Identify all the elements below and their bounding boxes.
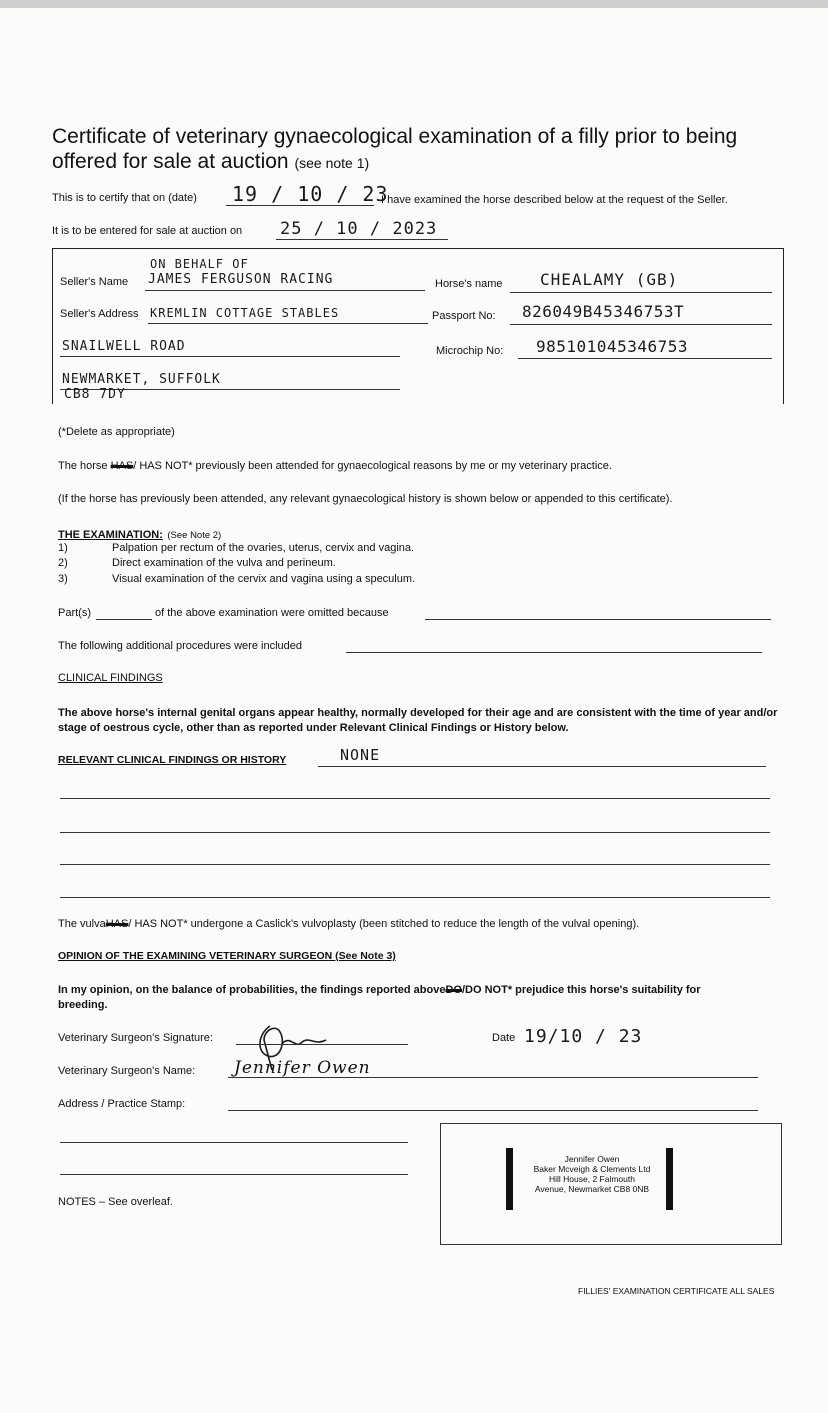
title-note: (see note 1) (294, 155, 370, 171)
omitted-reason-line (425, 619, 771, 620)
attended-rest: / HAS NOT* previously been attended for gynaecological reasons by me or my veterinary practice. (133, 460, 612, 472)
notes-text: NOTES – See overleaf. (58, 1196, 173, 1208)
address-stamp-line (228, 1110, 758, 1111)
auction-date: 25 / 10 / 2023 (280, 219, 438, 239)
delete-note: (*Delete as appropriate) (58, 426, 175, 438)
microchip-label: Microchip No: (436, 345, 504, 357)
relevant-findings-line (318, 766, 766, 767)
seller-address-line2: SNAILWELL ROAD (62, 339, 186, 354)
findings-rule-3 (60, 864, 770, 865)
opinion-line2: breeding. (58, 999, 108, 1011)
seller-address-line1: KREMLIN COTTAGE STABLES (150, 306, 340, 320)
horse-name-label: Horse's name (435, 278, 503, 290)
passport-value: 826049B45346753T (522, 302, 685, 321)
signature-line (236, 1044, 408, 1045)
exam-date: 19 / 10 / 23 (232, 182, 389, 206)
vulva-prefix: The vulva (58, 918, 106, 930)
examination-heading-text: THE EXAMINATION: (58, 529, 163, 541)
stamp-line-3: Hill House, 2 Falmouth (549, 1174, 635, 1184)
opinion-struck: DO (445, 984, 462, 996)
certificate-title (52, 124, 792, 176)
stamp-bar-right (666, 1148, 673, 1210)
seller-name-value: JAMES FERGUSON RACING (148, 272, 334, 287)
findings-rule-4 (60, 897, 770, 898)
additional-procedures: The following additional procedures were included (58, 640, 302, 652)
stamp-text (518, 1154, 666, 1194)
title-main: Certificate of veterinary gynaecological examination of a filly prior to being offered for sale at auction (52, 125, 738, 173)
history-note: (If the horse has previously been attended, any relevant gynaecological history is shown below or appended to this certificate). (58, 493, 673, 505)
stamp-line-2: Baker Mcveigh & Clements Ltd (533, 1164, 651, 1174)
clinical-findings-text: The above horse's internal genital organs appear healthy, normally developed for their age and are consistent with the time of year and/or stage of oestrous cycle, other than as reported under Relevant Clinical Findings or History below. (58, 707, 778, 734)
seller-name-line1: ON BEHALF OF (150, 257, 249, 271)
findings-rule-1 (60, 798, 770, 799)
seller-address-line (148, 323, 428, 324)
seller-address-label: Seller's Address (60, 308, 139, 320)
vet-name-label: Veterinary Surgeon's Name: (58, 1065, 196, 1077)
horse-name-line (510, 292, 772, 293)
seller-name-line (145, 290, 425, 291)
parts-line (96, 619, 152, 620)
exam-item-text-3: Visual examination of the cervix and vagina using a speculum. (112, 573, 416, 585)
clinical-findings-heading: CLINICAL FINDINGS (58, 672, 163, 684)
vulva-struck: HAS (105, 918, 129, 930)
address-stamp-label: Address / Practice Stamp: (58, 1098, 186, 1110)
horse-name-value: CHEALAMY (GB) (540, 270, 679, 289)
address-rule-1 (60, 1142, 408, 1143)
certify-prefix: This is to certify that on (date) (52, 192, 197, 204)
exam-item-num-3: 3) (58, 573, 68, 585)
stamp-line-1: Jennifer Owen (564, 1154, 620, 1164)
parts-suffix: of the above examination were omitted because (155, 607, 389, 619)
footer-form-title: FILLIES' EXAMINATION CERTIFICATE ALL SALES (578, 1286, 775, 1296)
date-label: Date (492, 1032, 516, 1044)
exam-date-line (226, 205, 374, 206)
seller-address-line3: NEWMARKET, SUFFOLK (62, 372, 221, 387)
auction-prefix: It is to be entered for sale at auction on (52, 225, 243, 237)
attended-prefix: The horse (58, 460, 108, 472)
vet-name-line (228, 1077, 758, 1078)
exam-item-text-2: Direct examination of the vulva and perineum. (112, 557, 336, 569)
stamp-bar-left (506, 1148, 513, 1210)
seller-address-line2-rule (60, 356, 400, 357)
scan-top-edge (0, 0, 828, 8)
address-rule-2 (60, 1174, 408, 1175)
relevant-findings-label: RELEVANT CLINICAL FINDINGS OR HISTORY (58, 754, 287, 766)
vulva-rest: / HAS NOT* undergone a Caslick's vulvoplasty (been stitched to reduce the length of the vulval opening). (128, 918, 640, 930)
additional-procedures-line (346, 652, 762, 653)
examination-heading-note: (See Note 2) (167, 530, 222, 541)
parts-prefix: Part(s) (58, 607, 91, 619)
opinion-rest: /DO NOT* prejudice this horse's suitability for (461, 984, 701, 996)
exam-item-text-1: Palpation per rectum of the ovaries, uterus, cervix and vagina. (112, 542, 415, 554)
microchip-value: 985101045346753 (536, 337, 688, 356)
microchip-line (518, 358, 772, 359)
vulva-statement (58, 918, 639, 930)
seller-name-label: Seller's Name (60, 276, 129, 288)
exam-item-num-2: 2) (58, 557, 68, 569)
auction-date-line (276, 239, 448, 240)
opinion-statement (58, 984, 701, 996)
attended-struck: HAS (110, 460, 134, 472)
exam-item-num-1: 1) (58, 542, 68, 554)
relevant-findings-value: NONE (340, 746, 381, 764)
opinion-prefix: In my opinion, on the balance of probabilities, the findings reported above (58, 984, 446, 996)
examination-heading (58, 525, 221, 543)
passport-label: Passport No: (432, 310, 496, 322)
opinion-heading: OPINION OF THE EXAMINING VETERINARY SURGEON (See Note 3) (58, 950, 396, 962)
vet-name-value: Jennifer Owen (234, 1058, 371, 1078)
seller-address-line4: CB8 7DY (64, 387, 126, 402)
certify-suffix: I have examined the horse described below at the request of the Seller. (381, 194, 728, 206)
signature-date-value: 19/10 / 23 (524, 1026, 643, 1047)
attended-statement (58, 460, 612, 472)
practice-stamp (506, 1148, 678, 1210)
findings-rule-2 (60, 832, 770, 833)
stamp-line-4: Avenue, Newmarket CB8 0NB (534, 1184, 650, 1194)
signature-label: Veterinary Surgeon's Signature: (58, 1032, 213, 1044)
passport-line (510, 324, 772, 325)
